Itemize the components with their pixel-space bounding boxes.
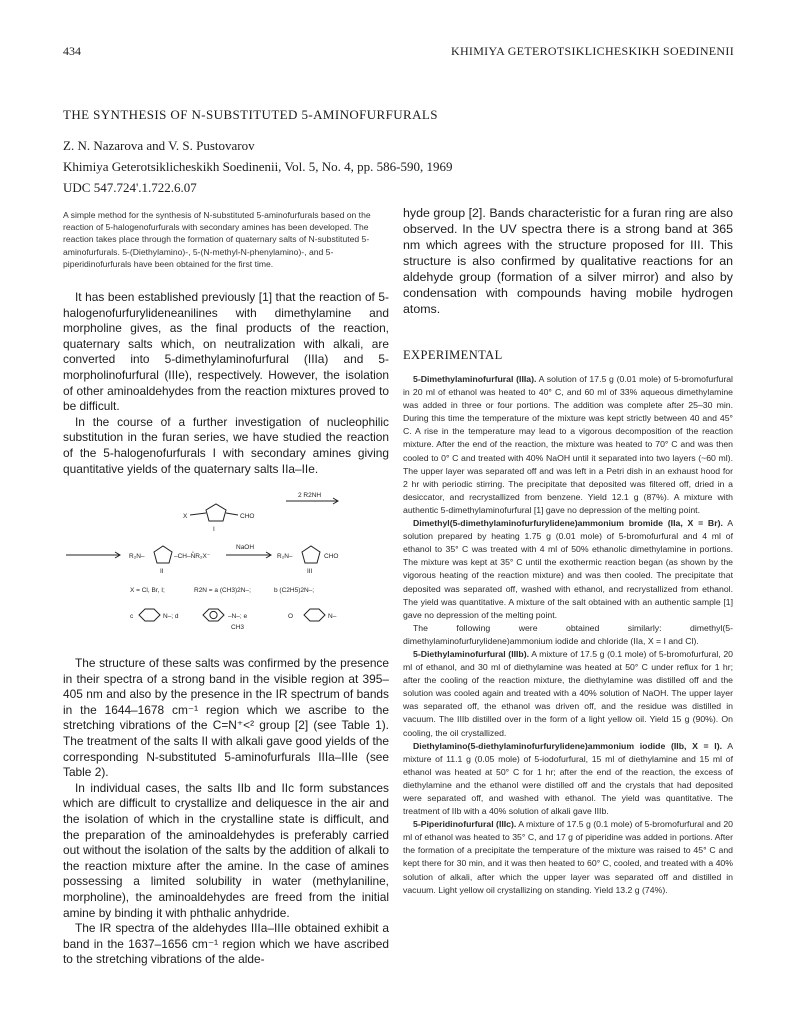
abstract: A simple method for the synthesis of N-substituted 5-aminofurfurals based on the reaction of 5-halogenofurfurals with secondary amines has been developed. The reaction takes place through the formation of quaternary salts of N-substituted 5-aminofurfurals. 5-(Diethylamino)-, 5-(N-methyl-N-phenylamino)-, and 5-piperidinofurfurals have been obtained for the first time.	[63, 210, 371, 269]
legend-b: b (C2H5)2N–;	[274, 587, 315, 594]
experimental-paragraph	[403, 740, 733, 819]
reagent-naoh: NaOH	[236, 544, 255, 551]
procedure-text: A solution prepared by heating 1.75 g (0.01 mole) of 5-bromofurfural and 4 ml of ethanol to 35° C was treated with 4 ml of 50% ethanolic dimethylamine in portions. The mixture was kept at 35° C until the exothermic reaction began (as shown by the vigorous heating of the reaction mixture) and was then cooled. The precipitate that deposited was separated off, washed with ethanol, and recrystallized from ethanol. The yield was quantitative. A mixture of the salt obtained with an authentic sample [1] gave no depression of the melting point.	[403, 518, 733, 620]
furan-ring-I	[206, 504, 226, 521]
procedure-title: 5-Diethylaminofurfural (IIIb).	[413, 648, 530, 659]
procedure-title: Diethylamino(5-diethylaminofurfurylidene)ammonium iodide (IIb, X = I).	[413, 740, 723, 751]
intro-paragraph: It has been established previously [1] that the reaction of 5-halogenofurfurylideneanilines with dimethylamine and morpholine gives, as the final products of the reaction, quaternary salts which, on neutralization with alkali, are converted into 5-dimethylaminofurfural (IIIa) and 5-morpholinofurfural (IIIe), respectively. However, the isolation of other aminoaldehydes from the reaction mixtures proved to be difficult.	[63, 290, 389, 414]
scheme-ch-n: –CH–N̊R₂X⁻	[174, 553, 211, 560]
ring-d-phenyl	[203, 609, 224, 621]
label-III: III	[307, 568, 313, 575]
discussion-continued: hyde group [2]. Bands characteristic for a furan ring are also observed. In the UV spectra there is a strong band at 365 nm which agrees with the structure proposed for III. This structure is also confirmed by qualitative reactions for an aldehyde group (formation of a silver mirror) and also by condensation with compounds having mobile hydrogen atoms.	[403, 206, 733, 316]
procedure-title: 5-Dimethylaminofurfural (IIIa).	[413, 374, 537, 384]
scheme-cho-III: CHO	[324, 553, 339, 560]
procedure-text: A mixture of 17.5 g (0.1 mole) of 5-bromofurfural and 20 ml of ethanol was heated to 35° C, and 17 g of piperidine was added in portions. After the formation of a precipitate the temperature of the mixture was raised to 45° C and kept there for 30 min, and it was then heated to 60° C, cooled, and treated with a 40% solution of alkali, after which the upper layer was separated off and distilled in vacuum. Light yellow oil crystallizing on standing. Yield 13.2 g (74%).	[403, 819, 733, 895]
authors: Z. N. Nazarova and V. S. Pustovarov	[63, 138, 255, 153]
introduction	[63, 290, 389, 477]
running-header: KHIMIYA GETEROTSIKLICHESKIKH SOEDINENII	[450, 44, 734, 58]
citation: Khimiya Geterotsiklicheskikh Soedinenii, Vol. 5, No. 4, pp. 586-590, 1969	[63, 159, 453, 174]
reaction-scheme	[66, 488, 396, 648]
discussion-paragraph: In individual cases, the salts IIb and IIc form substances which are difficult to crystallize and deliquesce in the air and the isolation of which in the crystalline state is difficult, and the preparation of the aminoaldehydes is preferably carried out without the isolation of the salts by the addition of alkali to the reaction mixture after the amine. In the case of amines possessing a limited solubility in water (methylaniline, morpholine), the aminoaldehydes are freed from the initial amine by binding it with phthalic anhydride.	[63, 780, 389, 920]
procedure-text: A solution of 17.5 g (0.01 mole) of 5-bromofurfural in 20 ml of ethanol was heated to 40° C, and 60 ml of 33% aqueous dimethylamine was added in three or four portions. The addition was complete after 25–30 min. During this time the temperature of the mixture was kept strictly between 40 and 45° C. A rise in the temperature may lead to a vigorous decomposition of the reaction mixture. After the end of the reaction, the mixture was heated to 70° C and was then cooled to 0° C and treated with 40% NaOH until it separated into two layers (~60 ml). The upper layer was separated off and was left in a Petri dish in an exhaust hood for 2 hr with periodic stirring. The precipitate that deposited was filtered off, dried in a desiccator, and recrystallized from benzene. Yield 12.1 g (87%). A mixture with authentic 5-dimethylaminofurfural [1] gave no depression of the melting point.	[403, 374, 733, 515]
procedure-title: 5-Piperidinofurfural (IIIc).	[413, 819, 517, 830]
furan-ring-II	[154, 546, 172, 563]
experimental-paragraph	[403, 818, 733, 897]
scheme-cho: CHO	[240, 513, 255, 520]
experimental-paragraph	[403, 648, 733, 740]
legend-x: X = Cl, Br, I;	[130, 587, 165, 594]
ring-c-piperidine	[139, 609, 160, 621]
legend-c: c	[130, 613, 134, 620]
procedure-text: A mixture of 11.1 g (0.05 mole) of 5-iodofurfural, 15 ml of diethylamine and 15 ml of ethanol was heated at 50° C for 1 hr; after the end of the reaction, the excess of diethylamine and the ethanol were distilled off and the crystals that had deposited were separated off, and washed with ethanol. The yield was quantitative. The treatment of IIb with a 40% solution of alkali gave IIIb.	[403, 740, 733, 817]
discussion-paragraph: The IR spectra of the aldehydes IIIa–IIIe obtained exhibit a band in the 1637–1656 cm⁻¹ region which we have ascribed to the stretching vibrations of the alde-	[63, 921, 389, 967]
ring-d-n: –N–; e	[228, 613, 248, 620]
udc-code: UDC 547.724'.1.722.6.07	[63, 180, 197, 195]
experimental-heading: EXPERIMENTAL	[403, 348, 503, 362]
page-number: 434	[63, 44, 81, 58]
scheme-r2n-II: R₂N–	[129, 553, 145, 560]
procedure-title: Dimethyl(5-dimethylaminofurfurylidene)ammonium bromide (IIa, X = Br).	[413, 518, 723, 529]
procedure-text: A mixture of 17.5 g (0.1 mole) of 5-bromofurfural, 20 ml of ethanol, and 30 ml of diethylamine was heated at 50° C under reflux for 1 hr; after the cooling of the reaction mixture, the diethylamine was distilled off and the solution was cooled again and treated with a 40% solution of NaOH. The upper layer was separated off, the ethanol was driven off, and the residue was distilled in vacuum. The IIIb distilled over in the form of a light yellow oil. Yield 15 g (90%). On cooling, the oil crystallized.	[403, 648, 734, 738]
scheme-x: X	[183, 513, 188, 520]
experimental-section	[403, 373, 733, 897]
label-I: I	[213, 526, 215, 533]
scheme-ch3: CH3	[231, 624, 245, 631]
experimental-paragraph	[403, 517, 733, 622]
experimental-paragraph	[403, 373, 733, 517]
label-II: II	[160, 568, 164, 575]
procedure-text: The following were obtained similarly: dimethyl(5-dimethylaminofurfurylidene)ammonium iodide and chloride (IIa, X = I and Cl).	[403, 622, 733, 646]
article-title: THE SYNTHESIS OF N-SUBSTITUTED 5-AMINOFURFURALS	[63, 107, 438, 122]
ring-e-n: N–	[328, 613, 337, 620]
discussion	[63, 656, 389, 968]
furan-ring-III	[302, 546, 320, 563]
intro-paragraph: In the course of a further investigation of nucleophilic substitution in the furan series, we have studied the reaction of the 5-halogenofurfurals I with secondary amines giving quantitative yields of the quaternary salts IIa–IIe.	[63, 414, 389, 476]
discussion-paragraph: The structure of these salts was confirmed by the presence in their spectra of a strong band in the visible region at 395–405 nm and also by the presence in the IR spectrum of bands in the 1644–1678 cm⁻¹ region which we ascribe to the stretching vibrations of the C=N⁺<² group [2] (see Table 1). The treatment of the salts II with alkali gave good yields of the corresponding N-substituted 5-aminofurfurals IIIa–IIIe (see Table 2).	[63, 656, 389, 780]
legend-a: R2N = a (CH3)2N–;	[194, 587, 251, 594]
ring-c-n: N–; d	[163, 613, 179, 620]
ring-e-o: O	[288, 613, 294, 620]
experimental-paragraph	[403, 622, 733, 648]
scheme-r2n-III: R₂N–	[277, 553, 293, 560]
ring-e-morpholine	[304, 609, 325, 621]
reagent-amine: 2 R2NH	[298, 492, 322, 499]
